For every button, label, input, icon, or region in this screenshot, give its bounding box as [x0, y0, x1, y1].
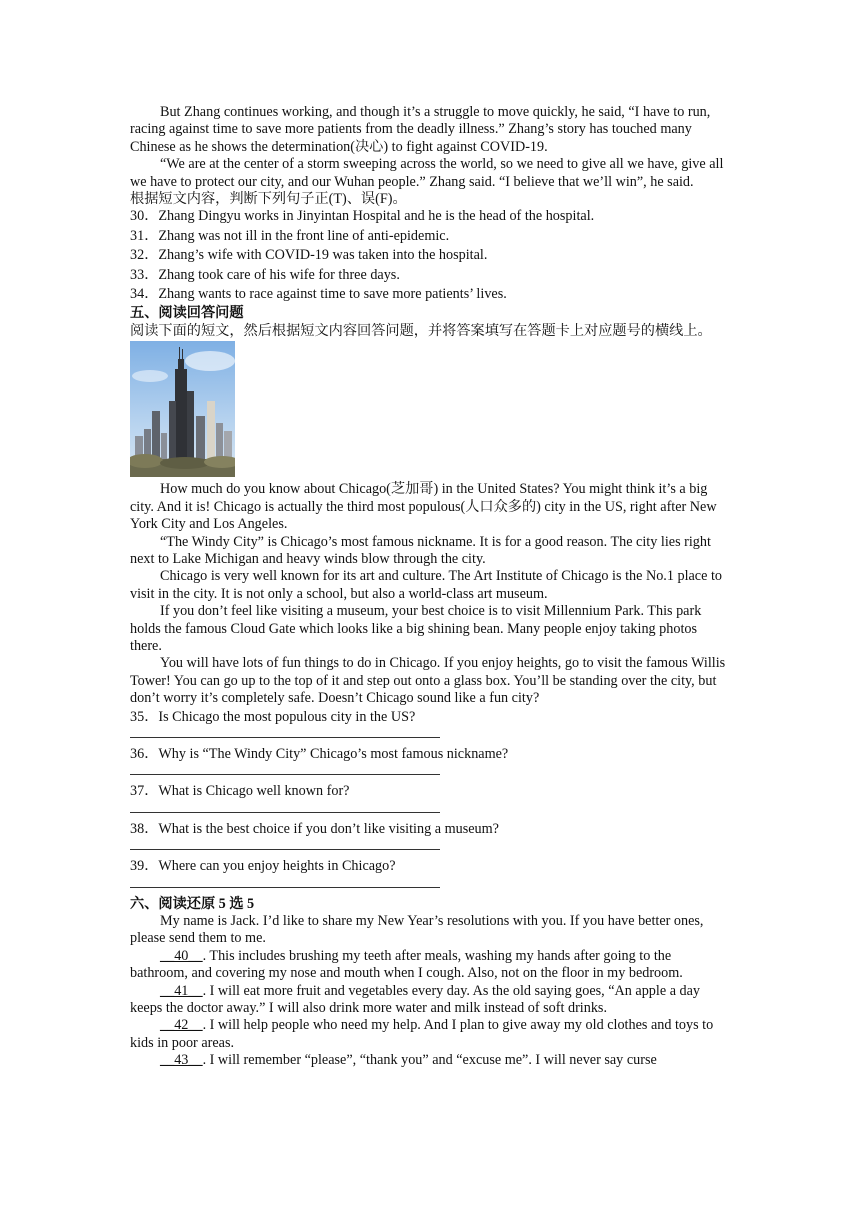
document-page	[130, 104, 730, 1070]
chicago-skyline-photo	[130, 341, 235, 477]
cloze-text: . I will eat more fruit and vegetables every day. As the old saying goes, “An apple a day keeps the doctor away.” I will also drink more water and milk instead of soft drinks.	[130, 982, 701, 1017]
answer-question: 37．What is Chicago well known for?	[130, 783, 350, 800]
cloze-blank[interactable]: __42__	[160, 1017, 203, 1034]
answer-line[interactable]	[130, 774, 440, 775]
cloze-item	[130, 983, 730, 1018]
answer-question: 39．Where can you enjoy heights in Chicago?	[130, 858, 396, 875]
section-heading: 六、阅读还原 5 选 5	[130, 895, 255, 912]
passage-paragraph: Chicago is very well known for its art and culture. The Art Institute of Chicago is the No.1 place to visit in the city. It is not only a school, but also a world-class art museum.	[130, 568, 722, 602]
passage-paragraph: How much do you know about Chicago(芝加哥) in the United States? You might think it’s a big city. And it is! Chicago is actually the third most populous(人口众多的) city in the US, right after New York City and Los Angeles.	[130, 481, 717, 533]
passage-paragraph: You will have lots of fun things to do in Chicago. If you enjoy heights, go to visit the famous Willis Tower! You can go up to the top of it and step out onto a glass box. You’ll be standing over the city, but don’t worry it’s completely safe. Doesn’t Chicago sound like a fun city?	[130, 655, 726, 707]
tf-question: 31．Zhang was not ill in the front line of anti-epidemic.	[130, 227, 450, 244]
tf-question: 30．Zhang Dingyu works in Jinyintan Hospital and he is the head of the hospital.	[130, 208, 595, 225]
cloze-blank[interactable]: __41__	[160, 982, 203, 999]
cloze-text: . I will help people who need my help. And I plan to give away my old clothes and toys to kids in poor areas.	[130, 1017, 714, 1051]
cloze-text: . This includes brushing my teeth after meals, washing my hands after going to the bathroom, and covering my nose and mouth when I cough. Also, not on the floor in my bedroom.	[130, 947, 683, 982]
tf-question: 32．Zhang’s wife with COVID-19 was taken into the hospital.	[130, 247, 488, 264]
answer-question: 38．What is the best choice if you don’t like visiting a museum?	[130, 820, 499, 837]
answer-line[interactable]	[130, 737, 440, 738]
section-heading: 五、阅读回答问题	[130, 305, 244, 322]
passage-paragraph: “The Windy City” is Chicago’s most famous nickname. It is for a good reason. The city lies right next to Lake Michigan and heavy winds blow through the city.	[130, 533, 711, 567]
tf-question: 33．Zhang took care of his wife for three days.	[130, 266, 400, 283]
tf-question: 34．Zhang wants to race against time to save more patients’ lives.	[130, 286, 507, 303]
answer-question: 36．Why is “The Windy City” Chicago’s most famous nickname?	[130, 745, 509, 762]
passage-paragraph: My name is Jack. I’d like to share my New Year’s resolutions with you. If you have better ones, please send them to me.	[130, 913, 704, 947]
answer-line[interactable]	[130, 849, 440, 850]
passage-paragraph: But Zhang continues working, and though it’s a struggle to move quickly, he said, “I have to run, racing against time to save more patients from the deadly illness.” Zhang’s story has touched many Chinese as he shows the determination(决心) to fight against COVID-19.	[130, 104, 711, 155]
cloze-blank[interactable]: __40__	[160, 947, 203, 964]
answer-line[interactable]	[130, 887, 440, 888]
cloze-item	[130, 1052, 730, 1069]
passage-paragraph: If you don’t feel like visiting a museum, your best choice is to visit Millennium Park. This park holds the famous Cloud Gate which looks like a big shining bean. Many people enjoy taking photos there.	[130, 603, 702, 654]
section-instruction: 阅读下面的短文，然后根据短文内容回答问题，并将答案填写在答题卡上对应题号的横线上。	[130, 322, 712, 339]
cloze-item	[130, 948, 730, 983]
answer-line[interactable]	[130, 812, 440, 813]
cloze-text: . I will remember “please”, “thank you” and “excuse me”. I will never say curse	[202, 1052, 657, 1069]
cloze-item	[130, 1017, 730, 1052]
cloze-blank[interactable]: __43__	[160, 1052, 203, 1069]
answer-question: 35．Is Chicago the most populous city in the US?	[130, 708, 416, 725]
passage-paragraph: “We are at the center of a storm sweeping across the world, so we need to give all we have, give all we have to protect our city, and our Wuhan people.” Zhang said. “I believe that we’ll win”, he said.	[130, 156, 724, 190]
tf-instruction: 根据短文内容，判断下列句子正(T)、误(F)。	[130, 191, 407, 208]
